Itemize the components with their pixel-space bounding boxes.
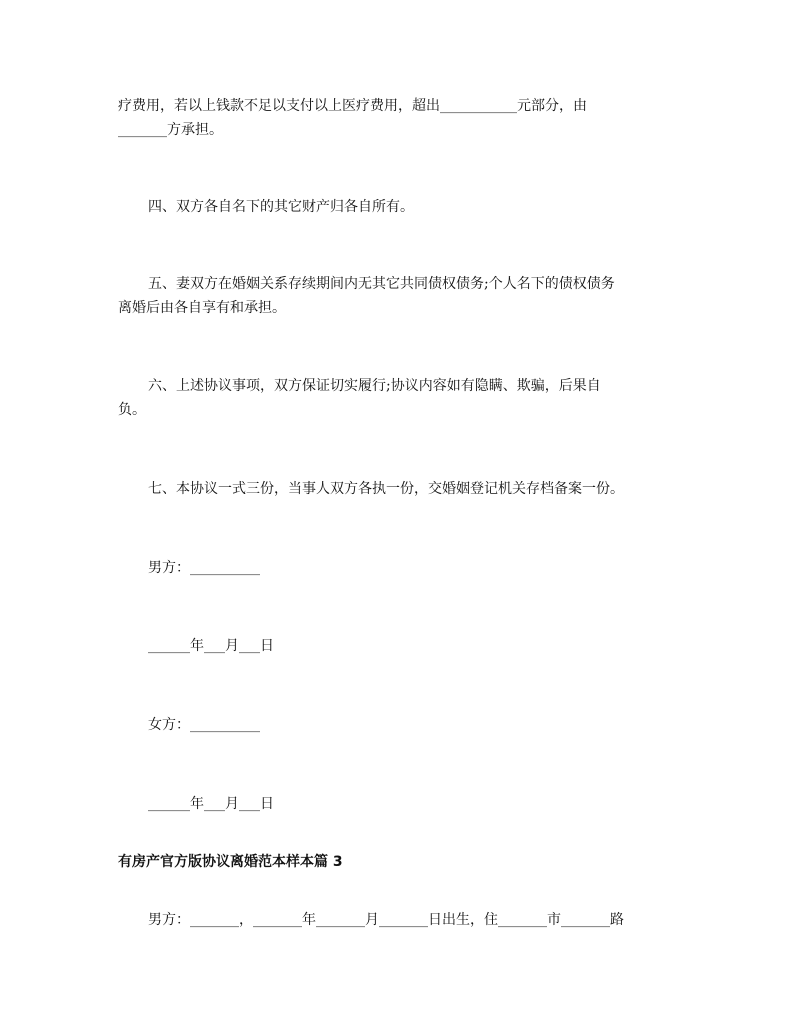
- female-date: ______年___月___日: [148, 796, 274, 812]
- clause-6-line-2: 负。: [118, 402, 146, 418]
- clause-5-line-1: 五、妻双方在婚姻关系存续期间内无其它共同债权债务;个人名下的债权债务: [148, 276, 615, 292]
- female-signature: 女方：__________: [148, 717, 260, 733]
- clause-3-line-1: 疗费用，若以上钱款不足以支付以上医疗费用，超出___________元部分，由: [118, 98, 587, 114]
- clause-6-line-1: 六、上述协议事项，双方保证切实履行;协议内容如有隐瞒、欺骗，后果自: [148, 378, 601, 394]
- male-date: ______年___月___日: [148, 638, 274, 654]
- male-signature: 男方：__________: [148, 560, 260, 576]
- section-heading: 有房产官方版协议离婚范本样本篇 3: [118, 854, 343, 870]
- next-clause-male-info: 男方：_______，_______年_______月_______日出生，住_______市_______路: [148, 912, 624, 928]
- clause-4: 四、双方各自名下的其它财产归各自所有。: [148, 199, 414, 215]
- clause-7: 七、本协议一式三份，当事人双方各执一份，交婚姻登记机关存档备案一份。: [148, 481, 624, 497]
- clause-5-line-2: 离婚后由各自享有和承担。: [118, 300, 286, 316]
- clause-3-line-2: _______方承担。: [118, 122, 223, 138]
